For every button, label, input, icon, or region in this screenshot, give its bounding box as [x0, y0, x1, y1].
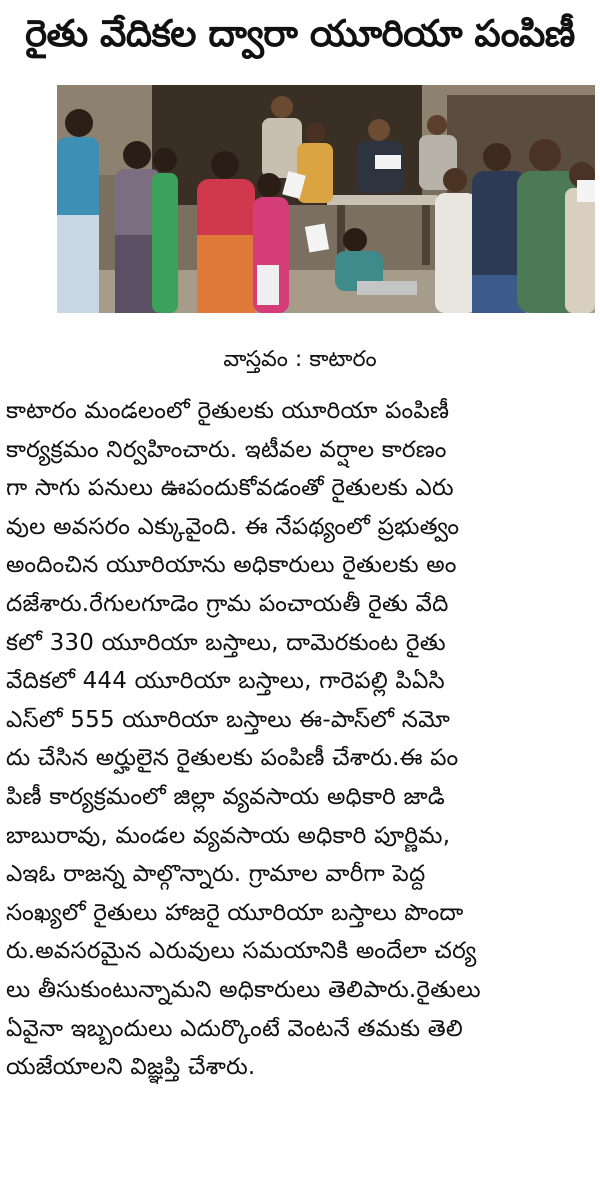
- body-line: దు చేసిన అర్హులైన రైతులకు పంపిణీ చేశారు.ఈ పం: [6, 745, 459, 772]
- article-body: [6, 392, 600, 1087]
- body-line: లు తీసుకుంటున్నామని అధికారులు తెలిపారు.రైతులు: [6, 976, 481, 1003]
- article-dateline: వాస్తవం : కాటారం: [223, 347, 377, 372]
- body-line: బాబురావు, మండల వ్యవసాయ అధికారి పూర్ణిమ,: [6, 822, 451, 849]
- body-line: ఏవైనా ఇబ్బందులు ఎదుర్కొంటే వెంటనే తమకు తెలి: [6, 1015, 463, 1042]
- body-line: యజేయాలని విజ్ఞప్తి చేశారు.: [6, 1054, 256, 1081]
- body-line: కాటారం మండలంలో రైతులకు యూరియా పంపిణీ: [6, 398, 450, 424]
- body-line: దజేశారు.రేగులగూడెం గ్రామ పంచాయతీ రైతు వేది: [6, 590, 449, 617]
- body-line: కార్యక్రమం నిర్వహించారు. ఇటీవల వర్షాల కారణం: [6, 436, 447, 463]
- body-line: పిణీ కార్యక్రమంలో జిల్లా వ్యవసాయ అధికారి జాడి: [6, 783, 445, 810]
- body-line: ఎస్‌లో 555 యూరియా బస్తాలు ఈ-పాస్‌లో నమో: [6, 706, 451, 733]
- body-line: సంఖ్యలో రైతులు హాజరై యూరియా బస్తాలు పొందా: [6, 899, 464, 926]
- body-line: వుల అవసరం ఎక్కువైంది. ఈ నేపథ్యంలో ప్రభుత్వం: [6, 513, 460, 540]
- article-headline: రైతు వేదికల ద్వారా యూరియా పంపిణీ: [25, 12, 575, 55]
- body-line: అందించిన యూరియాను అధికారులు రైతులకు అం: [6, 552, 457, 579]
- news-photo-farmers-queue-image: [57, 85, 595, 313]
- body-line: కలో 330 యూరియా బస్తాలు, దామెరకుంట రైతు: [6, 629, 446, 656]
- body-line: రు.అవసరమైన ఎరువులు సమయానికి అందేలా చర్య: [6, 938, 477, 965]
- body-line: వేదికలో 444 యూరియా బస్తాలు, గారెపల్లి పిఏసి: [6, 668, 445, 695]
- body-line: ఎఇఓ రాజన్న పాల్గొన్నారు. గ్రామాల వారీగా పెద్ద: [6, 861, 426, 888]
- news-photo: [57, 85, 595, 313]
- body-line: గా సాగు పనులు ఊపందుకోవడంతో రైతులకు ఎరు: [6, 475, 454, 502]
